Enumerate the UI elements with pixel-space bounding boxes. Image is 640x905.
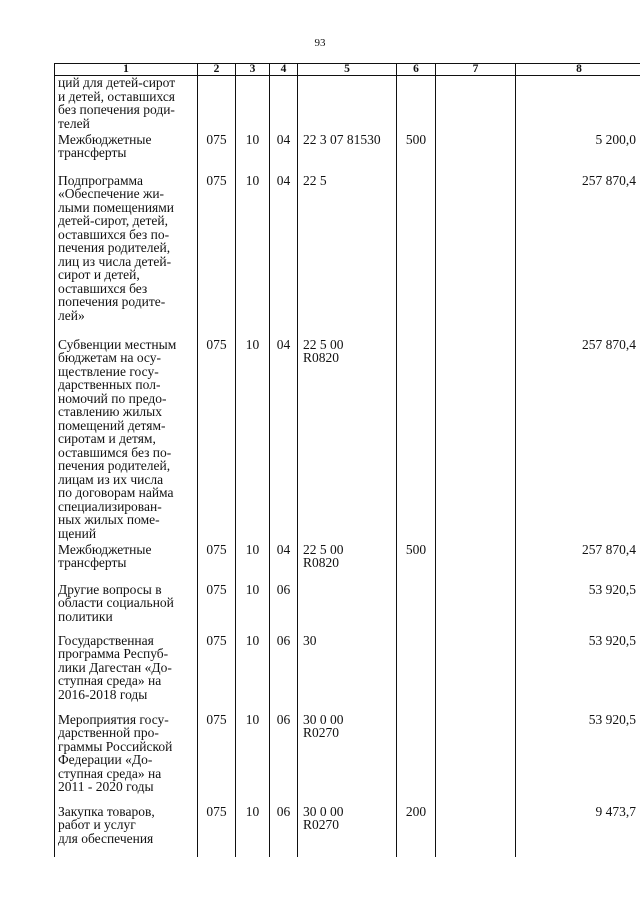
cell-col7 xyxy=(436,543,516,583)
column-header: 4 xyxy=(270,64,298,76)
cell-expense-type: 500 xyxy=(397,543,436,583)
cell-expense-type xyxy=(397,583,436,634)
cell-amount: 5 200,0 xyxy=(516,133,640,174)
cell-section: 10 xyxy=(236,805,270,857)
cell-col7 xyxy=(436,713,516,805)
cell-col7 xyxy=(436,805,516,857)
cell-target-article: 22 3 07 81530 xyxy=(298,133,397,174)
cell-col7 xyxy=(436,133,516,174)
column-header: 6 xyxy=(397,64,436,76)
cell-name: Мероприятия госу- дарственной про- граммы Российской Федерации «До- ступная среда» на 2011 - 2020 годы xyxy=(55,713,198,805)
cell-admin-code: 075 xyxy=(198,805,236,857)
cell-section: 10 xyxy=(236,713,270,805)
cell-target-article xyxy=(298,583,397,634)
column-header: 1 xyxy=(55,64,198,76)
column-header: 8 xyxy=(516,64,640,76)
cell-col7 xyxy=(436,174,516,338)
cell-section: 10 xyxy=(236,583,270,634)
cell-subsection: 04 xyxy=(270,133,298,174)
cell-admin-code: 075 xyxy=(198,174,236,338)
cell-admin-code: 075 xyxy=(198,338,236,543)
cell-target-article xyxy=(298,76,397,133)
cell-col7 xyxy=(436,634,516,713)
cell-target-article: 30 xyxy=(298,634,397,713)
cell-subsection: 04 xyxy=(270,174,298,338)
cell-subsection: 04 xyxy=(270,543,298,583)
table-row xyxy=(55,805,640,857)
cell-admin-code xyxy=(198,76,236,133)
cell-subsection: 06 xyxy=(270,634,298,713)
page-number: 93 xyxy=(314,37,326,49)
cell-subsection: 06 xyxy=(270,583,298,634)
cell-amount: 53 920,5 xyxy=(516,713,640,805)
cell-target-article: 30 0 00 R0270 xyxy=(298,805,397,857)
table-row xyxy=(55,713,640,805)
cell-subsection: 04 xyxy=(270,338,298,543)
cell-expense-type xyxy=(397,713,436,805)
cell-target-article: 30 0 00 R0270 xyxy=(298,713,397,805)
cell-amount: 257 870,4 xyxy=(516,543,640,583)
cell-expense-type: 200 xyxy=(397,805,436,857)
table-header-row xyxy=(55,64,640,76)
cell-section: 10 xyxy=(236,634,270,713)
table-row xyxy=(55,338,640,543)
cell-section: 10 xyxy=(236,174,270,338)
cell-amount: 53 920,5 xyxy=(516,634,640,713)
cell-admin-code: 075 xyxy=(198,634,236,713)
cell-admin-code: 075 xyxy=(198,713,236,805)
cell-name: Государственная программа Респуб- лики Дагестан «До- ступная среда» на 2016-2018 годы xyxy=(55,634,198,713)
cell-subsection: 06 xyxy=(270,713,298,805)
table-row xyxy=(55,174,640,338)
cell-expense-type xyxy=(397,174,436,338)
table-row xyxy=(55,583,640,634)
table-row xyxy=(55,634,640,713)
cell-admin-code: 075 xyxy=(198,583,236,634)
cell-amount: 257 870,4 xyxy=(516,338,640,543)
cell-name: Подпрограмма «Обеспечение жи- лыми помещениями детей-сирот, детей, оставшихся без по- печения родителей, лиц из числа детей- сирот и детей, оставшихся без попечения родите- лей» xyxy=(55,174,198,338)
cell-admin-code: 075 xyxy=(198,133,236,174)
cell-name: Межбюджетные трансферты xyxy=(55,133,198,174)
cell-admin-code: 075 xyxy=(198,543,236,583)
cell-col7 xyxy=(436,583,516,634)
column-header: 5 xyxy=(298,64,397,76)
table-body xyxy=(55,76,640,857)
cell-target-article: 22 5 xyxy=(298,174,397,338)
cell-section: 10 xyxy=(236,338,270,543)
cell-expense-type xyxy=(397,76,436,133)
cell-amount: 53 920,5 xyxy=(516,583,640,634)
table-row xyxy=(55,76,640,133)
cell-name: Межбюджетные трансферты xyxy=(55,543,198,583)
cell-expense-type: 500 xyxy=(397,133,436,174)
column-header: 2 xyxy=(198,64,236,76)
cell-name: ций для детей-сирот и детей, оставшихся без попечения роди- телей xyxy=(55,76,198,133)
cell-col7 xyxy=(436,76,516,133)
cell-expense-type xyxy=(397,338,436,543)
cell-name: Другие вопросы в области социальной политики xyxy=(55,583,198,634)
cell-name: Субвенции местным бюджетам на осу- ществление госу- дарственных пол- номочий по предо- ставлению жилых помещений детям- сиротам и детям, оставшимся без по- печения родителей, лицам из их числа по договорам найма специализирован- ных жилых поме- щений xyxy=(55,338,198,543)
table-row xyxy=(55,543,640,583)
budget-table xyxy=(54,63,640,857)
cell-section xyxy=(236,76,270,133)
cell-amount: 9 473,7 xyxy=(516,805,640,857)
cell-amount: 257 870,4 xyxy=(516,174,640,338)
cell-subsection: 06 xyxy=(270,805,298,857)
cell-col7 xyxy=(436,338,516,543)
cell-subsection xyxy=(270,76,298,133)
column-header: 3 xyxy=(236,64,270,76)
table-row xyxy=(55,133,640,174)
cell-target-article: 22 5 00 R0820 xyxy=(298,338,397,543)
cell-section: 10 xyxy=(236,543,270,583)
cell-expense-type xyxy=(397,634,436,713)
cell-section: 10 xyxy=(236,133,270,174)
cell-name: Закупка товаров, работ и услуг для обеспечения xyxy=(55,805,198,857)
column-header: 7 xyxy=(436,64,516,76)
cell-amount xyxy=(516,76,640,133)
cell-target-article: 22 5 00 R0820 xyxy=(298,543,397,583)
